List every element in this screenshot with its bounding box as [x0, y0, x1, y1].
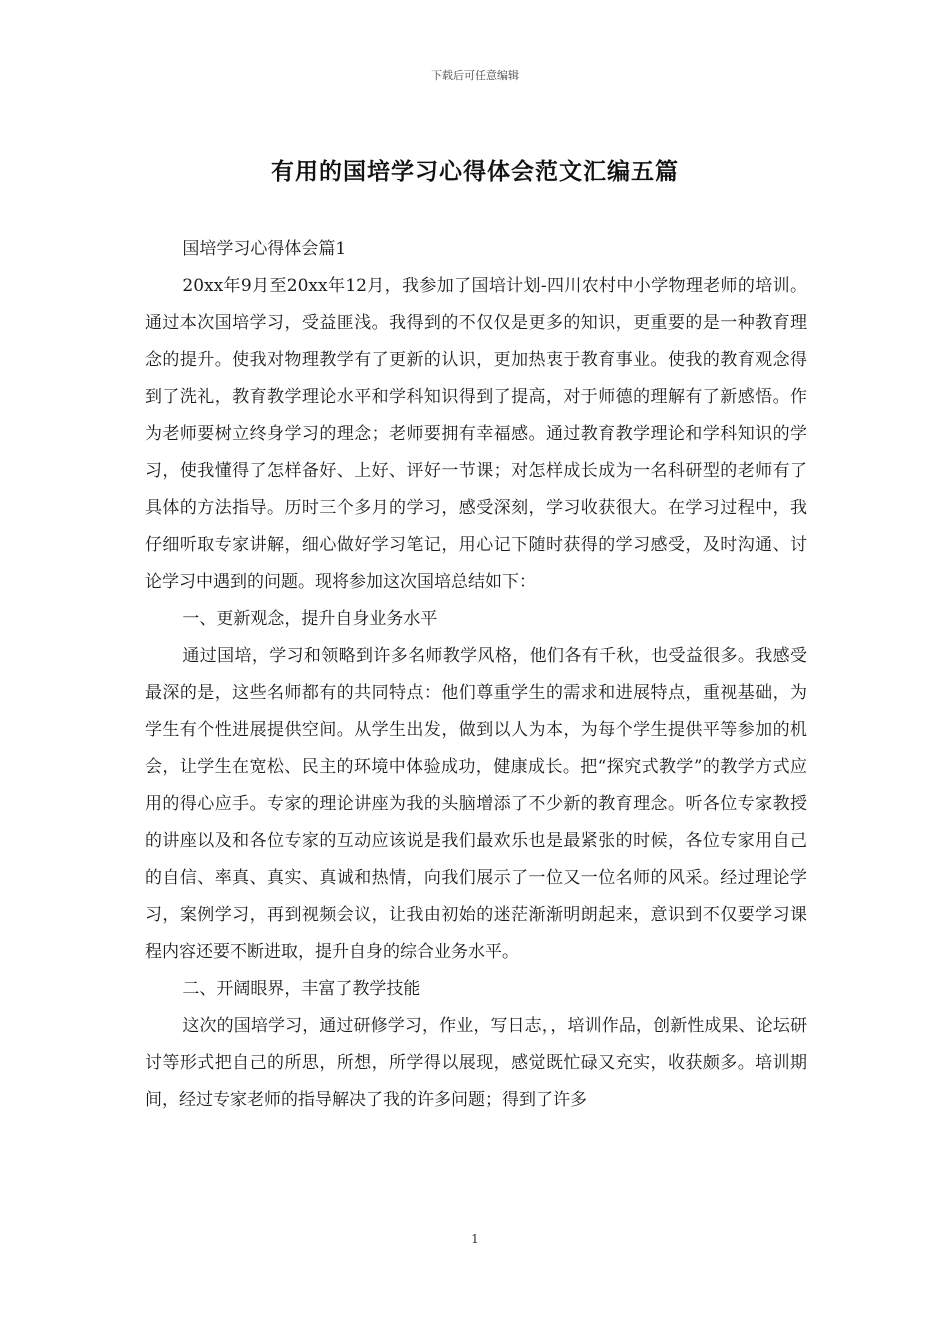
section-heading: 国培学习心得体会篇1 [182, 239, 347, 259]
section-heading: 二、开阔眼界，丰富了教学技能 [182, 979, 421, 999]
section-heading: 一、更新观念，提升自身业务水平 [182, 609, 438, 629]
body-paragraph: 20xx年9月至20xx年12月，我参加了国培计划-四川农村中小学物理老师的培训。通过本次国培学习，受益匪浅。我得到的不仅仅是更多的知识，更重要的是一种教育理念的提升。使我对物理教学有了更新的认识，更加热衷于教育事业。使我的教育观念得到了洗礼，教育教学理论水平和学科知识得到了提高，对于师德的理解有了新感悟。作为老师要树立终身学习的理念；老师要拥有幸福感。通过教育教学理论和学科知识的学习，使我懂得了怎样备好、上好、评好一节课；对怎样成长成为一名科研型的老师有了具体的方法指导。历时三个多月的学习，感受深刻，学习收获很大。在学习过程中，我仔细听取专家讲解，细心做好学习笔记，用心记下随时获得的学习感受，及时沟通、讨论学习中遇到的问题。现将参加这次国培总结如下： [145, 276, 807, 592]
document-title: 有用的国培学习心得体会范文汇编五篇 [271, 158, 679, 185]
body-paragraph: 通过国培，学习和领略到许多名师教学风格，他们各有千秋，也受益很多。我感受最深的是，这些名师都有的共同特点：他们尊重学生的需求和进展特点，重视基础，为学生有个性进展提供空间。从学生出发，做到以人为本，为每个学生提供平等参加的机会，让学生在宽松、民主的环境中体验成功，健康成长。把“探究式教学”的教学方式应用的得心应手。专家的理论讲座为我的头脑增添了不少新的教育理念。听各位专家教授的讲座以及和各位专家的互动应该说是我们最欢乐也是最紧张的时候，各位专家用自己的自信、率真、真实、真诚和热情，向我们展示了一位又一位名师的风采。经过理论学习，案例学习，再到视频会议，让我由初始的迷茫渐渐明朗起来，意识到不仅要学习课程内容还要不断进取，提升自身的综合业务水平。 [145, 646, 807, 962]
body-paragraph: 这次的国培学习，通过研修学习，作业，写日志，，培训作品，创新性成果、论坛研讨等形式把自己的所思，所想，所学得以展现，感觉既忙碌又充实，收获颇多。培训期间，经过专家老师的指导解决了我的许多问题；得到了许多 [145, 1016, 807, 1110]
document-body [145, 231, 807, 1119]
header-note: 下载后可任意编辑 [431, 69, 519, 82]
page-number: 1 [471, 1232, 479, 1246]
